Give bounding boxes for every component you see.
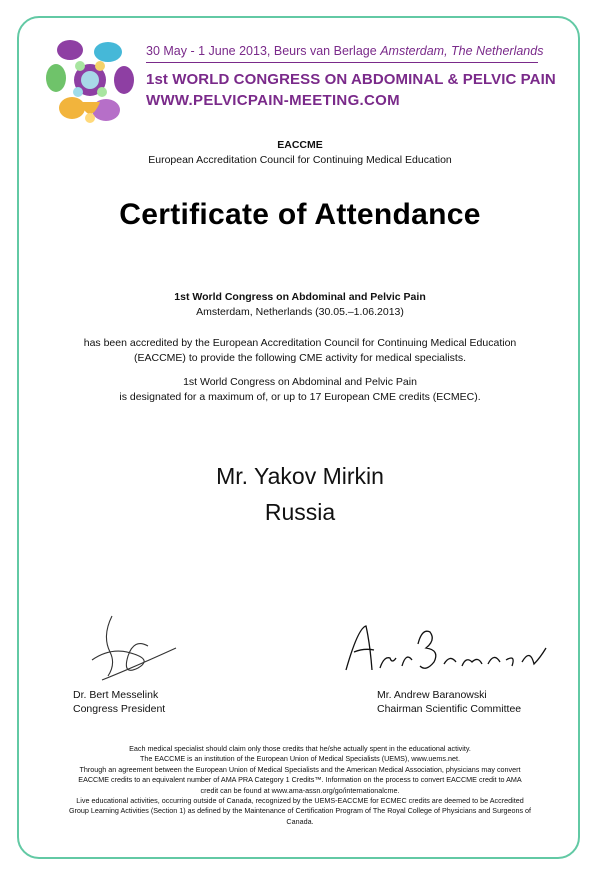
signer-left (73, 688, 165, 716)
signer-right-role: Chairman Scientific Committee (377, 703, 522, 715)
congress-website-link[interactable]: WWW.PELVICPAIN-MEETING.COM (146, 92, 400, 109)
attendee-name: Mr. Yakov Mirkin (216, 463, 384, 489)
footer-line: EACCME credits to an equivalent number of AMA PRA Category 1 Credits™. Information on the process to convert EACCME credit to AMA (78, 775, 522, 785)
signer-right-name: Mr. Andrew Baranowski (377, 689, 487, 701)
header-divider (146, 62, 538, 63)
congress-date-location: 30 May - 1 June 2013, Beurs van Berlage Amsterdam, The Netherlands (146, 44, 544, 58)
accreditation-statement-line2: (EACCME) to provide the following CME activity for medical specialists. (133, 352, 467, 364)
event-name-repeat: 1st World Congress on Abdominal and Pelvic Pain (183, 376, 417, 388)
congress-title: 1st WORLD CONGRESS ON ABDOMINAL & PELVIC PAIN (146, 71, 556, 88)
eaccme-acronym: EACCME (277, 139, 323, 151)
signer-left-role: Congress President (73, 703, 166, 715)
signature-left-icon (72, 606, 182, 686)
footer-line: Group Learning Activities (Section 1) as defined by the Maintenance of Certification Program of The Royal College of Physicians and Surgeons of (68, 806, 532, 816)
footer-line: Each medical specialist should claim only those credits that he/she actually spent in the educational activity. (129, 744, 471, 753)
attendee-country: Russia (264, 499, 336, 525)
footer-line: credit can be found at www.ama-assn.org/go/internationalcme. (200, 785, 400, 795)
footer-line: The EACCME is an institution of the European Union of Medical Specialists (UEMS), www.uems.net. (140, 754, 460, 764)
footer-line: Canada. (286, 816, 314, 826)
signer-right (377, 688, 521, 716)
eaccme-full-name: European Accreditation Council for Continuing Medical Education (148, 154, 452, 166)
congress-logo-icon (42, 34, 138, 130)
footer-line: Through an agreement between the European Union of Medical Specialists and the American Medical Association, physicians may convert (79, 764, 521, 774)
event-name: 1st World Congress on Abdominal and Pelvic Pain (174, 291, 426, 303)
footer-notes (0, 744, 600, 827)
signature-right-icon (340, 618, 550, 678)
accreditation-statement-line1: has been accredited by the European Accreditation Council for Continuing Medical Education (83, 337, 517, 349)
signer-left-name: Dr. Bert Messelink (73, 689, 159, 701)
footer-line: Live educational activities, occurring outside of Canada, recognized by the UEMS-EACCME for ECMEC credits are deemed to be Accredited (76, 796, 524, 806)
certificate-title: Certificate of Attendance (119, 198, 481, 231)
event-location: Amsterdam, Netherlands (30.05.–1.06.2013) (196, 306, 404, 318)
credits-statement: is designated for a maximum of, or up to 17 European CME credits (ECMEC). (119, 391, 481, 403)
